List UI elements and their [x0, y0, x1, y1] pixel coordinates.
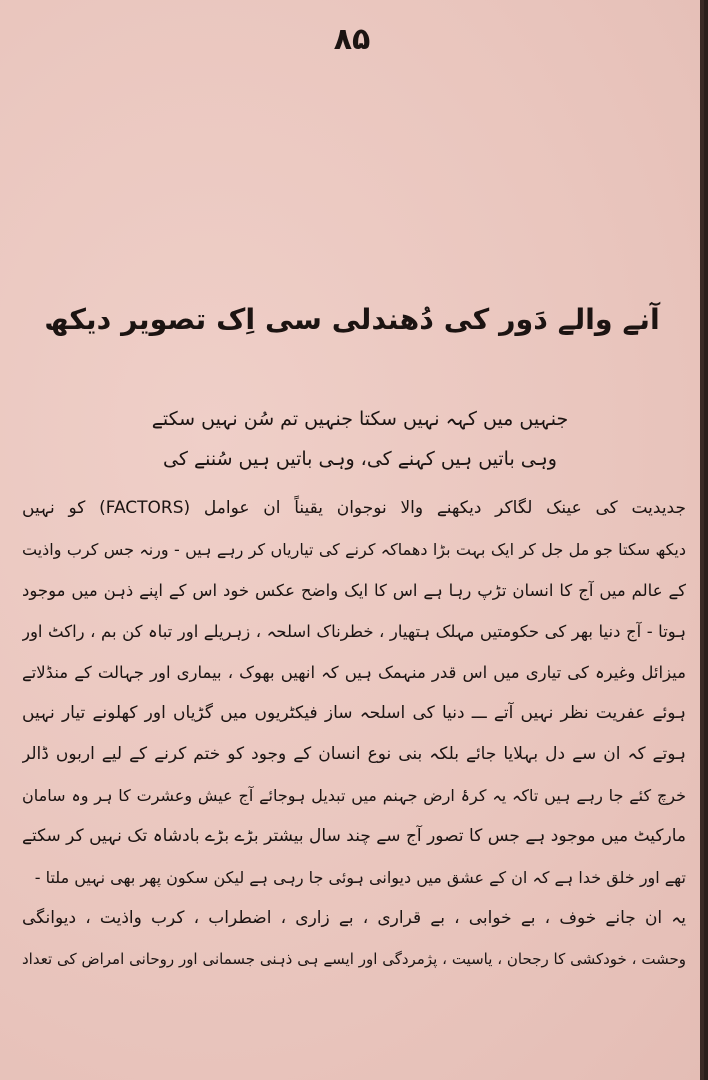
paragraph-1-line-7: ہوتے کہ ان سے دل بہلایا جائے بلکہ بنی نوع انسان کے وجود کو ختم کرنے کے لیے اربوں ڈالر [22, 744, 686, 764]
paragraph-2-line-2: وحشت ، خودکشی کا رجحان ، یاسیت ، پژمردگی اور ایسے ہی ذہنی جسمانی اور روحانی امراض کی تعداد [22, 950, 686, 968]
paragraph-1-line-2: دیکھ سکتا جو مل جل کر ایک بہت بڑا دھماکہ کرنے کی تیاریاں کر رہے ہیں - ورنہ جس کرب واذیت [22, 540, 686, 559]
paragraph-1-line-6: ہوئے عفریت نظر نہیں آتے ـــ دنیا کی اسلحہ ساز فیکٹریوں میں گڑیاں اور کھلونے تیار نہیں [22, 703, 686, 723]
paragraph-1-line-10: تھے اور خلق خدا ہے کہ ان کے عشق میں دیوانی ہوئی جا رہی ہے لیکن سکون پھر بھی نہیں ملتا - [34, 868, 686, 887]
page-edge [700, 0, 704, 1080]
page-number: ۸۵ [333, 22, 371, 57]
chapter-heading: آنے والے دَور کی دُھندلی سی اِک تصویر دیکھ [44, 303, 660, 336]
paragraph-1-line-4: ہوتا - آج دنیا بھر کی حکومتیں مہلک ہتھیار ، خطرناک اسلحہ ، زہریلے اور تباہ کن بم ، راکٹ اور [22, 622, 686, 641]
paragraph-1-line-1: جدیدیت کی عینک لگاکر دیکھنے والا نوجوان یقیناً ان عوامل (FACTORS) کو نہیں [22, 498, 686, 518]
paragraph-1-line-5: میزائل وغیرہ کی تیاری میں اس قدر منہمک ہیں کہ انھیں بھوک ، بیماری اور جہالت کے منڈلاتے [22, 663, 686, 682]
verse-line-2: وہی باتیں ہیں کہنے کی، وہی باتیں ہیں سُننے کی [163, 448, 557, 470]
verse-line-1: جنہیں میں کہہ نہیں سکتا جنہیں تم سُن نہیں سکتے [151, 408, 569, 430]
body-text [22, 488, 686, 980]
paragraph-1-line-9: مارکیٹ میں موجود ہے جس کا تصور آج سے چند سال بیشتر بڑے بڑے بادشاہ تک نہیں کر سکتے [22, 826, 686, 846]
paragraph-1-line-8: خرچ کئے جا رہے ہیں تاکہ یہ کرۂ ارض جہنم میں تبدیل ہوجائے آج عیش وعشرت کا ہر وہ سامان [22, 786, 686, 805]
paragraph-1-line-3: کے عالم میں آج کا انسان تڑپ رہا ہے اس کا ایک واضح عکس خود اس کے اپنے ذہن میں موجود [22, 581, 686, 600]
paragraph-2-line-1: یہ ان جانے خوف ، بے خوابی ، بے قراری ، بے زاری ، اضطراب ، کرب واذیت ، دیوانگی [22, 908, 686, 928]
